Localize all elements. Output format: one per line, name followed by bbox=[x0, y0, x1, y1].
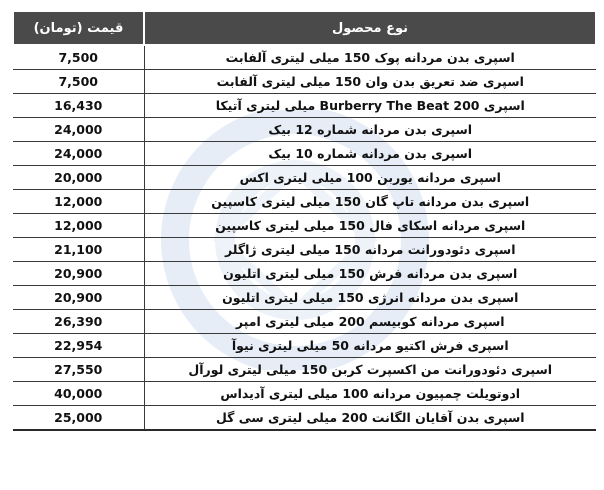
product-name-cell: اسپری بدن مردانه شماره 12 بیک bbox=[144, 118, 596, 142]
price-cell: 27,550 bbox=[13, 358, 144, 382]
price-cell: 40,000 bbox=[13, 382, 144, 406]
table-row bbox=[13, 190, 596, 214]
product-name-cell: اسپری مردانه اسکای فال 150 میلی لیتری کاسپین bbox=[144, 214, 596, 238]
table-row bbox=[13, 238, 596, 262]
price-column-header: قیمت (تومان) bbox=[13, 11, 144, 45]
table-row bbox=[13, 286, 596, 310]
table-header-row bbox=[13, 11, 596, 45]
price-cell: 20,900 bbox=[13, 262, 144, 286]
product-name-cell: اسپری بدن مردانه فرش 150 میلی لیتری اتلیون bbox=[144, 262, 596, 286]
table-row bbox=[13, 166, 596, 190]
product-name-cell: اسپری دئودورانت من اکسپرت کربن 150 میلی لیتری لورآل bbox=[144, 358, 596, 382]
product-name-cell: اسپری دئودورانت مردانه 150 میلی لیتری ژاگلر bbox=[144, 238, 596, 262]
product-name-cell: اسپری بدن مردانه تاپ گان 150 میلی لیتری کاسپین bbox=[144, 190, 596, 214]
product-column-header: نوع محصول bbox=[144, 11, 596, 45]
table-row bbox=[13, 382, 596, 406]
price-cell: 25,000 bbox=[13, 406, 144, 431]
price-cell: 7,500 bbox=[13, 45, 144, 70]
product-name-cell: اسپری ضد تعریق بدن وان 150 میلی لیتری آلفابت bbox=[144, 70, 596, 94]
price-cell: 12,000 bbox=[13, 190, 144, 214]
product-name-cell: اسپری Burberry The Beat 200 میلی لیتری آتیکا bbox=[144, 94, 596, 118]
price-table bbox=[12, 10, 597, 431]
price-cell: 7,500 bbox=[13, 70, 144, 94]
product-name-cell: اسپری مردانه کوبیسم 200 میلی لیتری امپر bbox=[144, 310, 596, 334]
table-row bbox=[13, 334, 596, 358]
table-row bbox=[13, 118, 596, 142]
price-cell: 21,100 bbox=[13, 238, 144, 262]
product-name-cell: ادوتویلت چمپیون مردانه 100 میلی لیتری آدیداس bbox=[144, 382, 596, 406]
price-cell: 16,430 bbox=[13, 94, 144, 118]
table-row bbox=[13, 70, 596, 94]
price-cell: 20,900 bbox=[13, 286, 144, 310]
table-row bbox=[13, 310, 596, 334]
table-row bbox=[13, 142, 596, 166]
price-cell: 20,000 bbox=[13, 166, 144, 190]
product-name-cell: اسپری بدن مردانه شماره 10 بیک bbox=[144, 142, 596, 166]
product-name-cell: اسپری مردانه یوربن 100 میلی لیتری اکس bbox=[144, 166, 596, 190]
table-row bbox=[13, 94, 596, 118]
price-cell: 24,000 bbox=[13, 118, 144, 142]
table-row bbox=[13, 262, 596, 286]
product-name-cell: اسپری بدن آقایان الگانت 200 میلی لیتری سی گل bbox=[144, 406, 596, 431]
product-name-cell: اسپری فرش اکتیو مردانه 50 میلی لیتری نیوآ bbox=[144, 334, 596, 358]
price-cell: 22,954 bbox=[13, 334, 144, 358]
product-name-cell: اسپری بدن مردانه انرژی 150 میلی لیتری اتلیون bbox=[144, 286, 596, 310]
price-cell: 24,000 bbox=[13, 142, 144, 166]
table-row bbox=[13, 214, 596, 238]
table-row bbox=[13, 358, 596, 382]
table-row bbox=[13, 45, 596, 70]
price-cell: 26,390 bbox=[13, 310, 144, 334]
price-cell: 12,000 bbox=[13, 214, 144, 238]
product-name-cell: اسپری بدن مردانه پوک 150 میلی لیتری آلفابت bbox=[144, 45, 596, 70]
table-row bbox=[13, 406, 596, 431]
table-body bbox=[13, 45, 596, 430]
